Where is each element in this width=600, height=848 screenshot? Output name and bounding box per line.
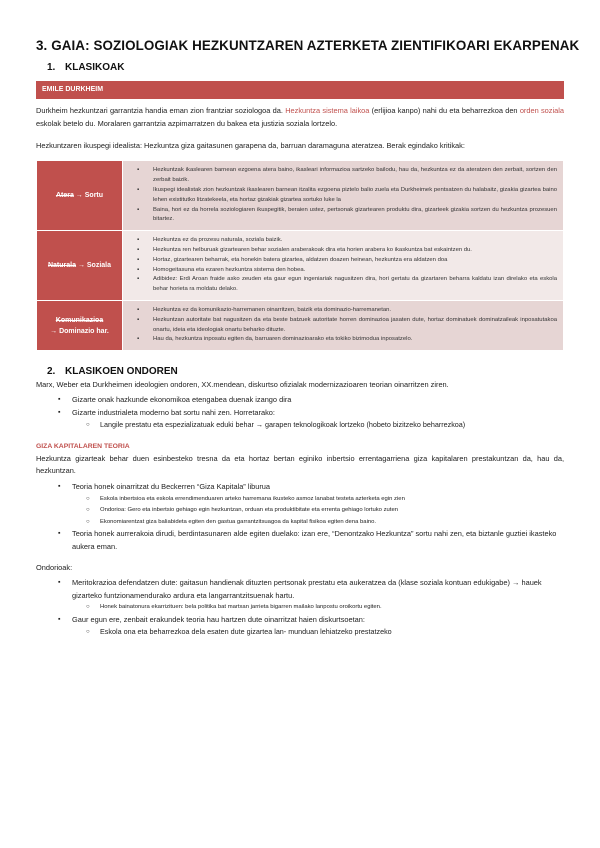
list-item-text: Meritokrazioa defendatzen dute: gaitasun handienak dituzten pertsonak prestatu eta aukeratzea da (klase soziala kontuan edukigabe) → hauek gizarteko funtzionamendurako ardura eta langarrantzitsuenak hartu. [72, 577, 542, 600]
section-heading-klasikoen-ondoren [36, 366, 564, 377]
sub-list [86, 494, 564, 528]
list-item: ▪ Teoria honek aurrerakoia dirudi, berdintasunaren alde egiten duelako: izan ere, “Denontzako Hezkuntza” sortu nahi zen, eta biztanle guztiei ikasteko aukera eman. [58, 528, 564, 553]
list-item: ▪ Adibidez: Erdi Aroan fraide asko zeuden eta gaur egun ingeniariak nagusitzen dira, hori gertatu da gizartaren beharra kaldatu izan direlako eta eskola behar horieta ra moldatu delako. [131, 275, 557, 295]
section-title: KLASIKOEN ONDOREN [65, 366, 178, 378]
becker-list [58, 481, 564, 553]
list-item-text: Teoria honek oinarritzat du Beckerren “Giza Kapitala” liburua [72, 482, 271, 492]
list-item: ▪ Hortaz, gizartearen beharrak, eta honekin batera gizartea, aldatzen doazen heinean, hezkuntza era aldatzen doa [131, 256, 557, 266]
human-capital-paragraph: Hezkuntza gizarteak behar duen esinbesteko tresna da eta hortaz bertan eginiko inbertsio errentagarriena giza kapitalaren prestakuntzan da, hau da, hezkuntzan. [36, 453, 564, 476]
subsection-heading-giza-kapitala: GIZA KAPITALAREN TEORIA [36, 442, 130, 450]
label-rest: → Sortu [73, 192, 104, 200]
list-item: ▪ Hezkuntzan autoritate bat nagusitzen da eta beste batzuek autoritate horren dominazioa jasaten dute, hortaz dominatuek dominatzaileak inposatutakoa onartu, ideia eta ideologiak onartu beharko dituzte. [131, 316, 557, 336]
section-title: KLASIKOAK [65, 62, 125, 73]
list-item [58, 407, 564, 432]
list-item: ▪ Hezkuntza ez da komunikazio-harremanen oinarritzen, baizik eta dominazio-harremanetan. [131, 306, 557, 316]
durkheim-banner: EMILE DURKHEIM [36, 81, 564, 99]
list-item-text: Gizarte industrialeta moderno bat sortu nahi zen. Horretarako: [72, 407, 275, 417]
list-item [58, 614, 564, 639]
sub-list-item: ○ Honek bainatonura ekarrizituen: bela politika bat martxan jarrieta bigarren mailako lanpostu oroikortu egiten. [86, 602, 564, 613]
sub-list-item: ○ Eskola ona eta beharrezkoa dela esaten dute gizartea lan- munduan lehiatzeko prestatzeko [86, 626, 564, 638]
row-label [37, 231, 123, 301]
sub-list [86, 602, 564, 613]
list-item-text: Gaur egun ere, zenbait erakundek teoria hau hartzen dute oinarritzat haien diskurtsoetan: [72, 614, 365, 624]
conclusions-label: Ondorioak: [36, 563, 73, 573]
modernization-paragraph: Marx, Weber eta Durkheimen ideologien ondoren, XX.mendean, diskurtso ofizialak modernizazioaren teorian oinarritzen ziren. [36, 380, 449, 390]
section-number: 2. [47, 366, 56, 378]
intro-text-c: (erlijioa kanpo) nahi du eta beharrezkoa den [369, 106, 520, 115]
intro-text-a: Durkheim hezkuntzari garrantzia handia eman zion frantziar soziologoa da. [36, 106, 286, 115]
list-item [58, 577, 564, 614]
sub-list [86, 419, 564, 431]
row-label [37, 300, 123, 350]
conclusions-list [58, 577, 564, 639]
table-row [37, 161, 564, 231]
sub-list-item: ○ Ekonomiarentzat giza baliabideta egiten den gastua garrantzitsuagoa da kapital fisikoa egiten dena baino. [86, 517, 564, 528]
modernization-list [58, 394, 564, 432]
highlight-laikoa: Hezkuntza sistema laikoa [285, 106, 370, 115]
row-body [123, 161, 564, 231]
list-item: ▪ Hezkuntza ren helburuak gizartearen behar sozialen araberakoak dira eta horien arabera ko ikaskuntza bat eskaintzen du. [131, 246, 557, 256]
label-rest: → Dominazio har. [50, 327, 109, 335]
section-heading-klasikoak [36, 62, 564, 73]
list-item [58, 481, 564, 528]
criticism-table [36, 160, 564, 351]
row-bullet-list [131, 236, 557, 295]
label-rest: → Soziala [76, 262, 112, 270]
list-item: ▪ Hezkuntza ez da prozesu naturala, soziala baizik. [131, 236, 557, 246]
sub-list-item: ○ Ondorioa: Gero eta inbertsio gehiago egin hezkuntzan, orduan eta produktibitate eta errenta gehiago lortuko zuten [86, 505, 564, 516]
list-item: ▪ Gizarte onak hazkunde ekonomikoa etengabea duenak izango dira [58, 394, 564, 407]
table-row [37, 231, 564, 301]
row-bullet-list [131, 166, 557, 225]
intro-text-e: eskolak betelo du. Moralaren garrantzia azpimarratzen du bakea eta justizia soziala lortzelo. [36, 118, 338, 128]
page-title: 3. GAIA: SOZIOLOGIAK HEZKUNTZAREN AZTERKETA ZIENTIFIKOARI EKARPENAK [36, 38, 580, 53]
row-body [123, 300, 564, 350]
section-number: 1. [47, 62, 56, 73]
highlight-orden-soziala: orden soziala [519, 106, 564, 115]
sub-list [86, 626, 564, 638]
list-item: ▪ Hezkuntzak ikaslearen barnean ezgoena atera baino, ikasleari informazioa sartzeko bailodu, hau da, hezkuntza ez da ateratzen den zerbait, sortzen den zerbait baizik. [131, 166, 557, 186]
durkheim-intro-paragraph [36, 105, 564, 131]
label-struck: Naturala [47, 262, 76, 270]
row-bullet-list [131, 306, 557, 345]
list-item: ▪ Baina, hori ez da horrela soziologiaren ikuspegitik, beraien ustez, pertsonak gizartearen produktu dira, gizarteek gizakia sortzen du hezkuntza prozesuen bitartez. [131, 206, 557, 226]
sub-list-item: ○ Langile prestatu eta espezializatuak eduki behar → garapen teknologikoak lortzeko (hobeto bizitzeko beharrezkoa) [86, 419, 564, 431]
table-row [37, 300, 564, 350]
row-body [123, 231, 564, 301]
sub-list-item: ○ Eskola inbertsioa eta eskola errendimenduaren arteko harremana ikusteko asmoz lanabat testeta azterketa egin zien [86, 494, 564, 505]
list-item: ▪ Ikuspegi idealistak zion hezkuntzak ikaslearen barnean itzalita ezgoena piztelo balio zuela eta Durkheimek pentsatzen du halabaitz, gizakia gizartea baino lehen existitutko litzatekeela, eta hortaz gizakiak gizartea sortuko luke la [131, 186, 557, 206]
list-item: ▪ Homogeitasuna eta ezaren hezkuntza sistema den hobea. [131, 266, 557, 276]
row-label [37, 161, 123, 231]
label-struck: Atera [55, 192, 74, 200]
label-struck: Komunikazioa [55, 316, 104, 324]
list-item: ▪ Hau da, hezkuntza inposatu egiten da, barruaren dominazioarako eta tokiko bizimodua inposatzelo. [131, 335, 557, 345]
idealist-view-paragraph: Hezkuntzaren ikuspegi idealista: Hezkuntza giza gaitasunen garapena da, barruan daramaguna ateratzea. Berak egindako kritikak: [36, 140, 465, 150]
